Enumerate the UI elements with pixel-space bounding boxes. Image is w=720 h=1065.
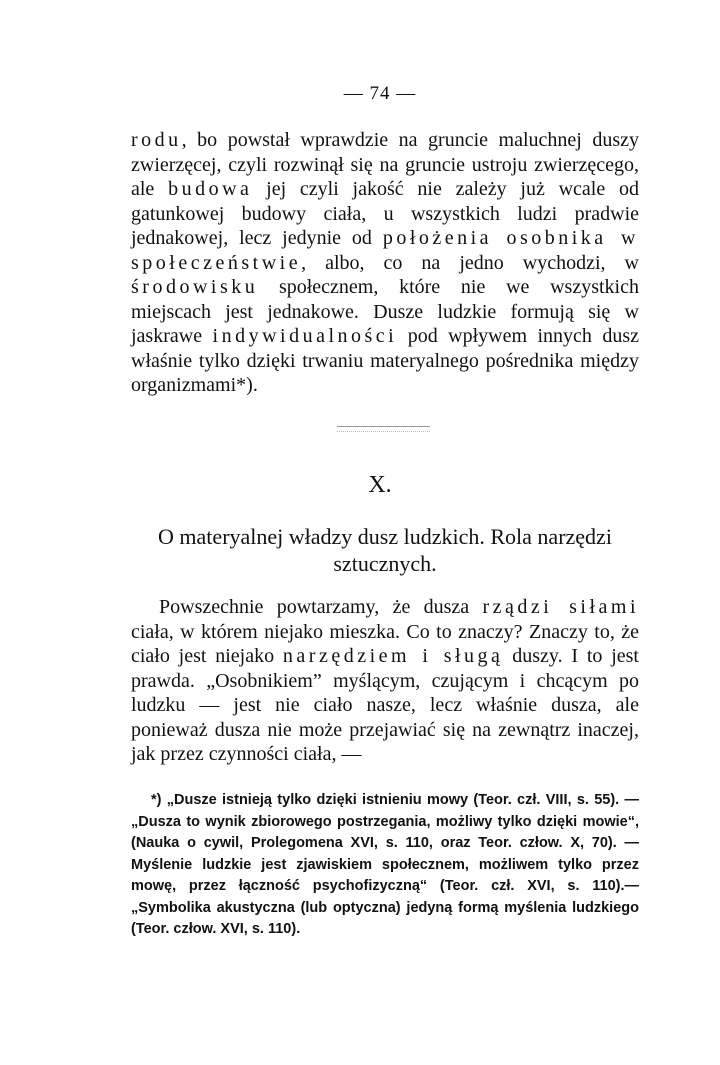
text-segment: , bo powstał wprawdzie na gruncie maluchnej duszy zwierzęcej, czyli rozwinął się na gruncie ustroju zwierzęcego, ale bbox=[131, 129, 639, 200]
footnote-text: *) „Dusze istnieją tylko dzięki istnieniu mowy (Teor. czł. VIII, s. 55). — „Dusza to wynik zbiorowego postrzegania, możliwy tylko dzięki mowie“, (Nauka o cywil, Prolegomena XVI, s. 110, oraz Teor. człow. X, 70). — Myślenie ludzkie jest zjawiskiem społecznem, możliwem tylko przez mowę, przez łączność psychofizyczną“ (Teor. czł. XVI, s. 110).—„Symbolika akustyczna (lub optyczna) jedyną formą myślenia ludzkiego (Teor. człow. XVI, s. 110). bbox=[131, 792, 639, 937]
continuation-paragraph bbox=[131, 128, 639, 398]
text-segment: , albo, co na jedno wychodzi, w bbox=[301, 251, 639, 274]
page-number: — 74 — bbox=[343, 83, 417, 104]
chapter-paragraph bbox=[131, 595, 639, 767]
text-segment: społecznem, które nie we wszystkich miejscach jest jednakowe. Dusze ludzkie formują się w jaskrawe bbox=[131, 276, 639, 347]
section-divider-dotted bbox=[337, 431, 430, 432]
text-segment: Powszechnie powtarzamy, że dusza bbox=[159, 596, 483, 618]
emphasis-srodowisku: środowisku bbox=[131, 276, 259, 298]
chapter-title: O materyalnej władzy dusz ludzkich. Rola narzędzi sztucznych. bbox=[158, 524, 612, 576]
emphasis-narzedziem: narzędziem i sługą bbox=[282, 645, 504, 667]
text-segment: duszy. I to jest prawda. „Osobnikiem” myślącym, czującym i chcącym po ludzku — jest nie ciało nasze, lecz właśnie dusza, ale ponieważ dusza nie może przejawiać się na zewnątrz inaczej, jak przez czynności ciała, — bbox=[131, 645, 639, 765]
emphasis-polozenia: położenia osobnika w społeczeństwie bbox=[131, 227, 639, 274]
text-segment: ciała, w którem niejako mieszka. Co to znaczy? Znaczy to, że ciało jest niejako bbox=[131, 620, 639, 667]
continuation-text bbox=[131, 128, 639, 398]
chapter-text bbox=[131, 595, 639, 767]
emphasis-indywidualnosci: indywidualności bbox=[212, 325, 398, 347]
footnote bbox=[131, 790, 639, 941]
chapter-number: X. bbox=[368, 472, 392, 498]
section-divider bbox=[337, 426, 430, 427]
text-segment: jej czyli jakość nie zależy już wcale od gatunkowej budowy ciała, u wszystkich ludzi pradwie jednakowej, lecz jedynie od bbox=[131, 178, 640, 249]
emphasis-budowa: budowa bbox=[168, 178, 253, 200]
text-segment: pod wpływem innych dusz właśnie tylko dzięki trwaniu materyalnego pośrednika między organizmami*). bbox=[131, 325, 639, 396]
emphasis-rodu: rodu bbox=[131, 129, 182, 151]
emphasis-rzadzi-silami: rządzi siłami bbox=[482, 596, 640, 618]
